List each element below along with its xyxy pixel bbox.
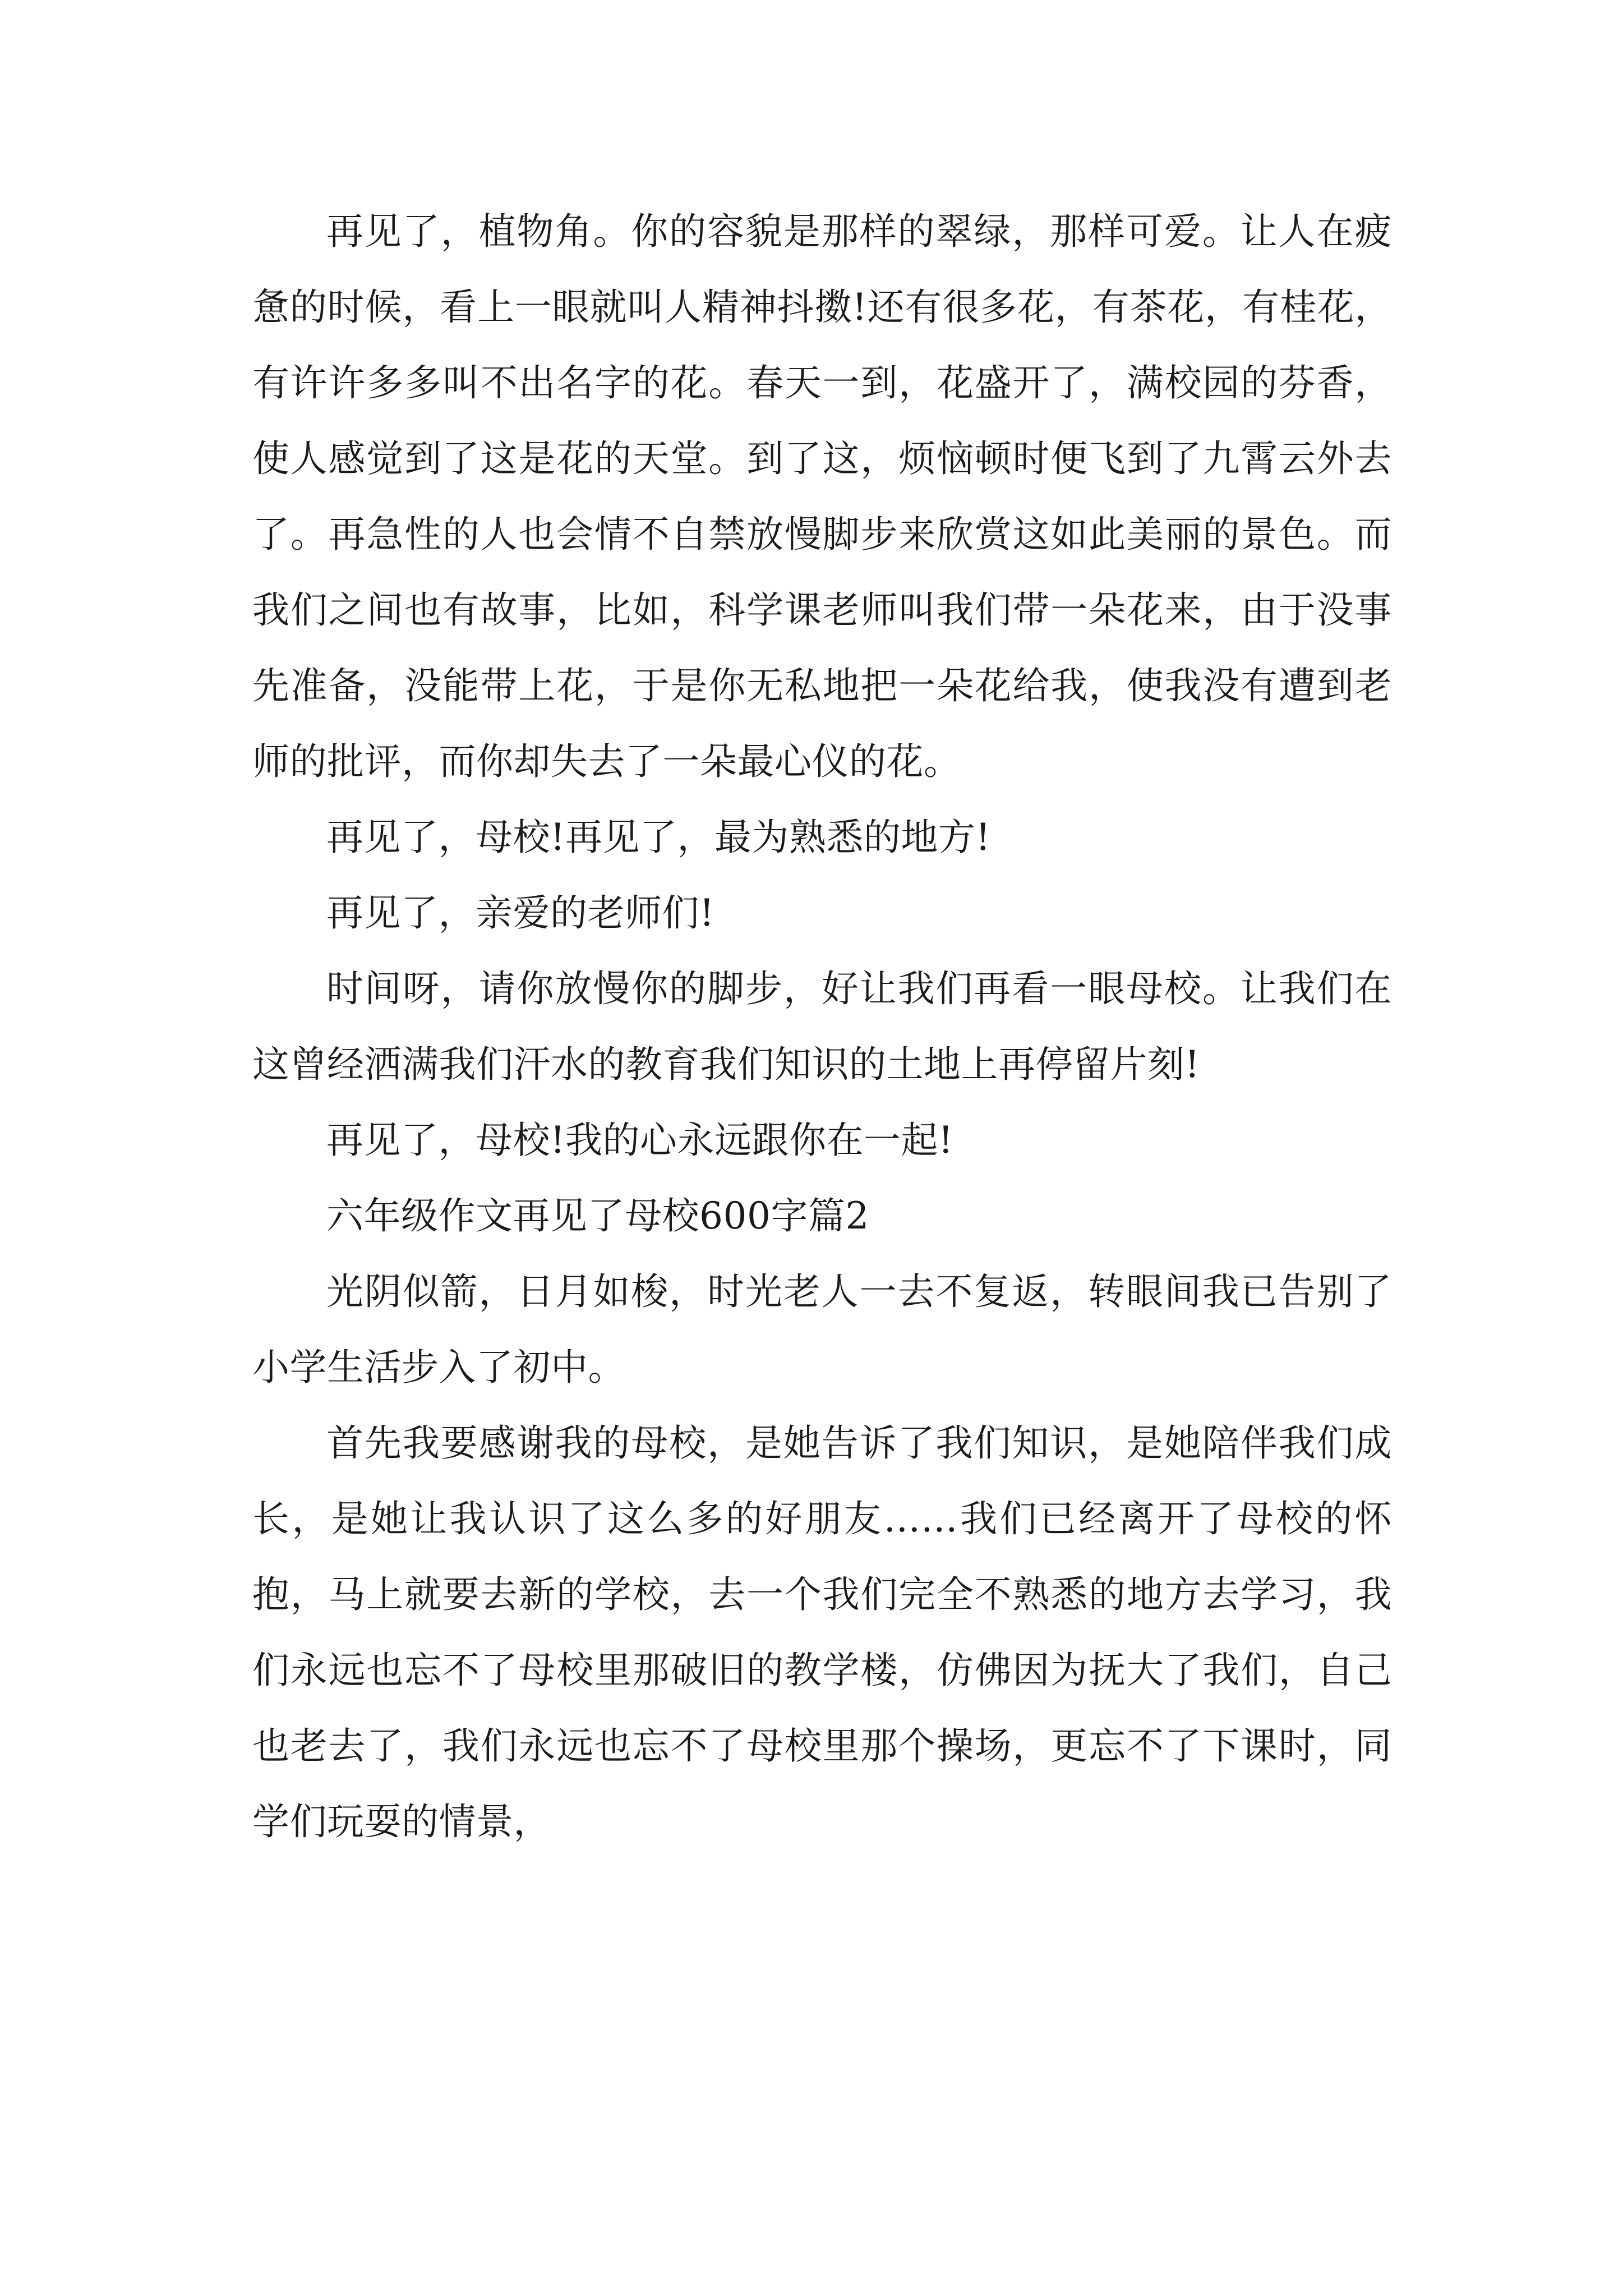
paragraph-time-flies: 光阴似箭，日月如梭，时光老人一去不复返，转眼间我已告别了小学生活步入了初中。 [252,1270,1392,1389]
paragraph-plant-corner: 再见了，植物角。你的容貌是那样的翠绿，那样可爱。让人在疲惫的时候，看上一眼就叫人精神抖擞!还有很多花，有茶花，有桂花，有许许多多叫不出名字的花。春天一到，花盛开了，满校园的芬香，使人感觉到了这是花的天堂。到了这，烦恼顿时便飞到了九霄云外去了。再急性的人也会情不自禁放慢脚步来欣赏这如此美丽的景色。而我们之间也有故事，比如，科学课老师叫我们带一朵花来，由于没事先准备，没能带上花，于是你无私地把一朵花给我，使我没有遭到老师的批评，而你却失去了一朵最心仪的花。 [252,210,1392,783]
paragraph-time-slow-down: 时间呀，请你放慢你的脚步，好让我们再看一眼母校。让我们在这曾经洒满我们汗水的教育我们知识的土地上再停留片刻! [252,967,1392,1086]
paragraph-thank-school: 首先我要感谢我的母校，是她告诉了我们知识，是她陪伴我们成长，是她让我认识了这么多的好朋友……我们已经离开了母校的怀抱，马上就要去新的学校，去一个我们完全不熟悉的地方去学习，我们永远也忘不了母校里那破旧的教学楼，仿佛因为抚大了我们，自己也老去了，我们永远也忘不了母校里那个操场，更忘不了下课时，同学们玩耍的情景， [252,1421,1392,1843]
paragraph-heart-together: 再见了，母校!我的心永远跟你在一起! [326,1119,954,1162]
document-body [252,194,1392,1860]
paragraph-farewell-school: 再见了，母校!再见了，最为熟悉的地方! [326,816,991,859]
paragraph-farewell-teachers: 再见了，亲爱的老师们! [326,891,715,935]
section-heading: 六年级作文再见了母校600字篇2 [326,1194,869,1237]
